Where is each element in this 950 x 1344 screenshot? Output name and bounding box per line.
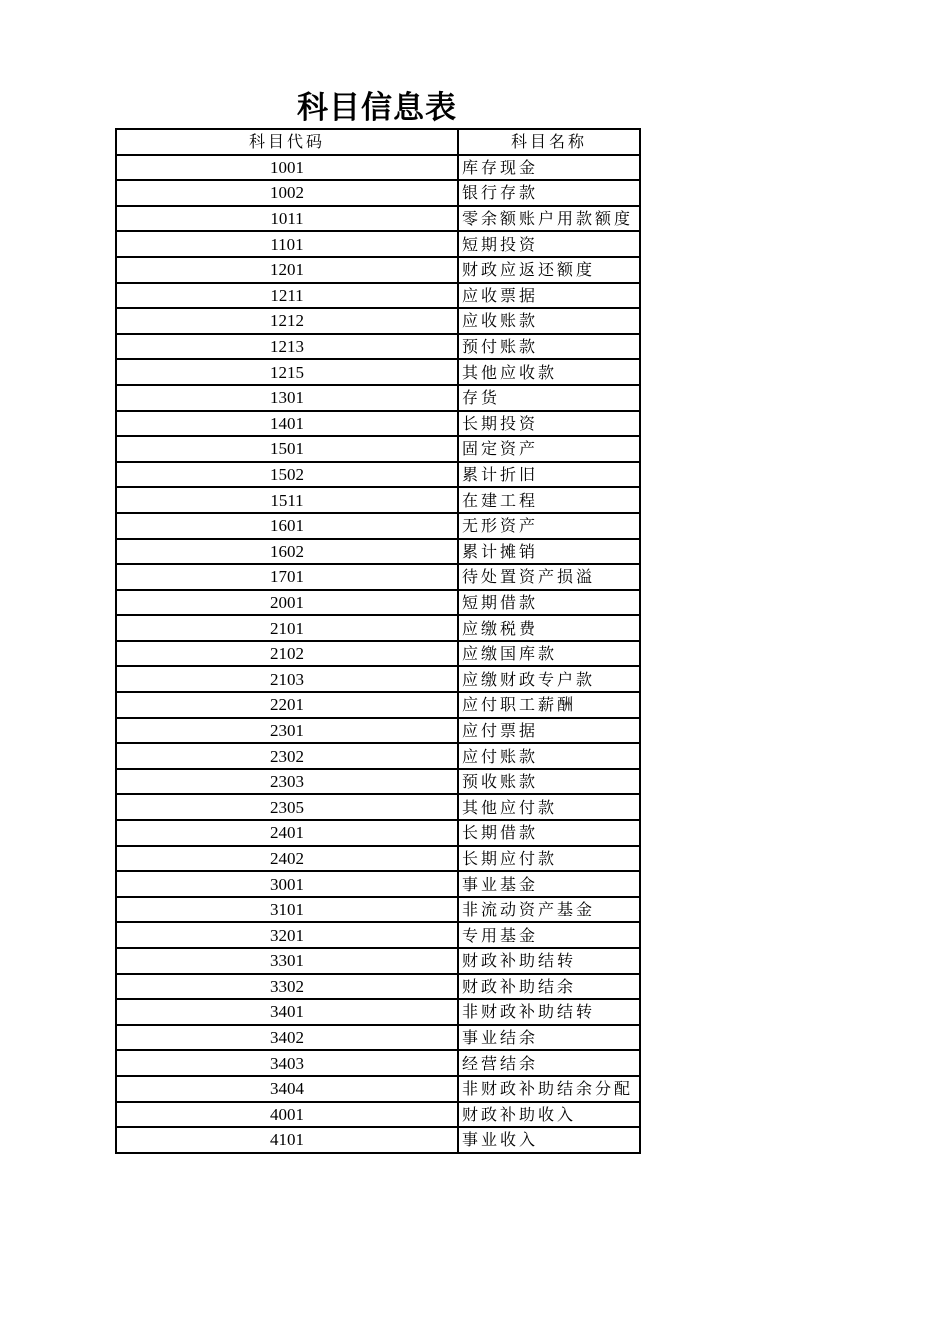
account-name-cell: 应付职工薪酬 [458, 692, 640, 718]
account-code-cell: 1211 [116, 283, 458, 309]
account-code-cell: 1002 [116, 180, 458, 206]
table-row [116, 436, 640, 462]
table-row [116, 180, 640, 206]
account-code-cell: 1601 [116, 513, 458, 539]
account-code-cell: 2103 [116, 666, 458, 692]
account-name-cell: 长期借款 [458, 820, 640, 846]
table-row [116, 794, 640, 820]
table-row [116, 334, 640, 360]
account-code-cell: 3402 [116, 1025, 458, 1051]
account-name-cell: 财政补助结余 [458, 974, 640, 1000]
account-name-cell: 应缴税费 [458, 615, 640, 641]
account-code-cell: 2201 [116, 692, 458, 718]
account-name-cell: 银行存款 [458, 180, 640, 206]
account-name-cell: 其他应收款 [458, 359, 640, 385]
account-code-cell: 3403 [116, 1050, 458, 1076]
account-name-cell: 无形资产 [458, 513, 640, 539]
account-code-cell: 1502 [116, 462, 458, 488]
table-row [116, 615, 640, 641]
account-name-cell: 非财政补助结转 [458, 999, 640, 1025]
table-row [116, 462, 640, 488]
account-name-cell: 其他应付款 [458, 794, 640, 820]
table-row [116, 948, 640, 974]
account-code-cell: 3301 [116, 948, 458, 974]
account-name-cell: 短期投资 [458, 231, 640, 257]
account-name-cell: 长期应付款 [458, 846, 640, 872]
account-code-cell: 2102 [116, 641, 458, 667]
account-name-cell: 财政补助收入 [458, 1102, 640, 1128]
table-row [116, 359, 640, 385]
account-name-cell: 短期借款 [458, 590, 640, 616]
account-name-cell: 累计摊销 [458, 539, 640, 565]
account-code-cell: 2302 [116, 743, 458, 769]
account-name-cell: 应付票据 [458, 718, 640, 744]
account-name-cell: 专用基金 [458, 922, 640, 948]
table-row [116, 564, 640, 590]
table-row [116, 897, 640, 923]
account-name-cell: 累计折旧 [458, 462, 640, 488]
account-code-cell: 3201 [116, 922, 458, 948]
account-code-cell: 2401 [116, 820, 458, 846]
account-name-cell: 应收账款 [458, 308, 640, 334]
table-row [116, 308, 640, 334]
table-row [116, 974, 640, 1000]
account-code-cell: 2303 [116, 769, 458, 795]
account-code-cell: 1401 [116, 411, 458, 437]
account-name-cell: 待处置资产损溢 [458, 564, 640, 590]
account-name-cell: 非流动资产基金 [458, 897, 640, 923]
table-row [116, 999, 640, 1025]
account-code-cell: 1301 [116, 385, 458, 411]
account-name-cell: 财政应返还额度 [458, 257, 640, 283]
table-row [116, 1127, 640, 1153]
table-row [116, 871, 640, 897]
table-row [116, 155, 640, 181]
account-name-cell: 在建工程 [458, 487, 640, 513]
account-name-cell: 应付账款 [458, 743, 640, 769]
account-code-cell: 3404 [116, 1076, 458, 1102]
account-code-cell: 1101 [116, 231, 458, 257]
account-code-cell: 1213 [116, 334, 458, 360]
account-code-cell: 1701 [116, 564, 458, 590]
header-account-name: 科目名称 [458, 129, 640, 155]
account-name-cell: 存货 [458, 385, 640, 411]
table-row [116, 846, 640, 872]
account-code-cell: 1011 [116, 206, 458, 232]
account-code-cell: 1215 [116, 359, 458, 385]
account-code-cell: 3401 [116, 999, 458, 1025]
account-name-cell: 预付账款 [458, 334, 640, 360]
account-name-cell: 非财政补助结余分配 [458, 1076, 640, 1102]
account-code-cell: 2101 [116, 615, 458, 641]
table-row [116, 820, 640, 846]
table-header-row [116, 129, 640, 155]
table-row [116, 487, 640, 513]
table-row [116, 590, 640, 616]
table-row [116, 411, 640, 437]
table-row [116, 743, 640, 769]
table-row [116, 1076, 640, 1102]
account-name-cell: 应缴财政专户款 [458, 666, 640, 692]
account-code-cell: 1501 [116, 436, 458, 462]
account-code-cell: 4001 [116, 1102, 458, 1128]
table-row [116, 769, 640, 795]
table-row [116, 922, 640, 948]
table-row [116, 1102, 640, 1128]
account-code-cell: 2001 [116, 590, 458, 616]
table-row [116, 283, 640, 309]
account-code-cell: 1001 [116, 155, 458, 181]
table-row [116, 513, 640, 539]
account-name-cell: 事业收入 [458, 1127, 640, 1153]
account-name-cell: 预收账款 [458, 769, 640, 795]
account-code-cell: 1602 [116, 539, 458, 565]
table-row [116, 385, 640, 411]
account-name-cell: 事业结余 [458, 1025, 640, 1051]
table-row [116, 1025, 640, 1051]
account-code-cell: 1212 [116, 308, 458, 334]
account-code-cell: 3101 [116, 897, 458, 923]
table-row [116, 257, 640, 283]
account-name-cell: 经营结余 [458, 1050, 640, 1076]
header-account-code: 科目代码 [116, 129, 458, 155]
table-row [116, 692, 640, 718]
table-row [116, 718, 640, 744]
table-row [116, 666, 640, 692]
account-name-cell: 应缴国库款 [458, 641, 640, 667]
account-code-cell: 1511 [116, 487, 458, 513]
account-name-cell: 财政补助结转 [458, 948, 640, 974]
account-name-cell: 固定资产 [458, 436, 640, 462]
account-name-cell: 零余额账户用款额度 [458, 206, 640, 232]
account-name-cell: 事业基金 [458, 871, 640, 897]
table-row [116, 206, 640, 232]
table-row [116, 539, 640, 565]
account-code-cell: 3001 [116, 871, 458, 897]
account-code-cell: 4101 [116, 1127, 458, 1153]
table-row [116, 1050, 640, 1076]
table-row [116, 231, 640, 257]
page-title: 科目信息表 [297, 90, 457, 126]
account-table [115, 128, 641, 1154]
table-row [116, 641, 640, 667]
account-name-cell: 应收票据 [458, 283, 640, 309]
account-name-cell: 长期投资 [458, 411, 640, 437]
account-name-cell: 库存现金 [458, 155, 640, 181]
account-code-cell: 2301 [116, 718, 458, 744]
account-code-cell: 3302 [116, 974, 458, 1000]
table-body [116, 155, 640, 1153]
account-code-cell: 1201 [116, 257, 458, 283]
account-code-cell: 2402 [116, 846, 458, 872]
account-code-cell: 2305 [116, 794, 458, 820]
